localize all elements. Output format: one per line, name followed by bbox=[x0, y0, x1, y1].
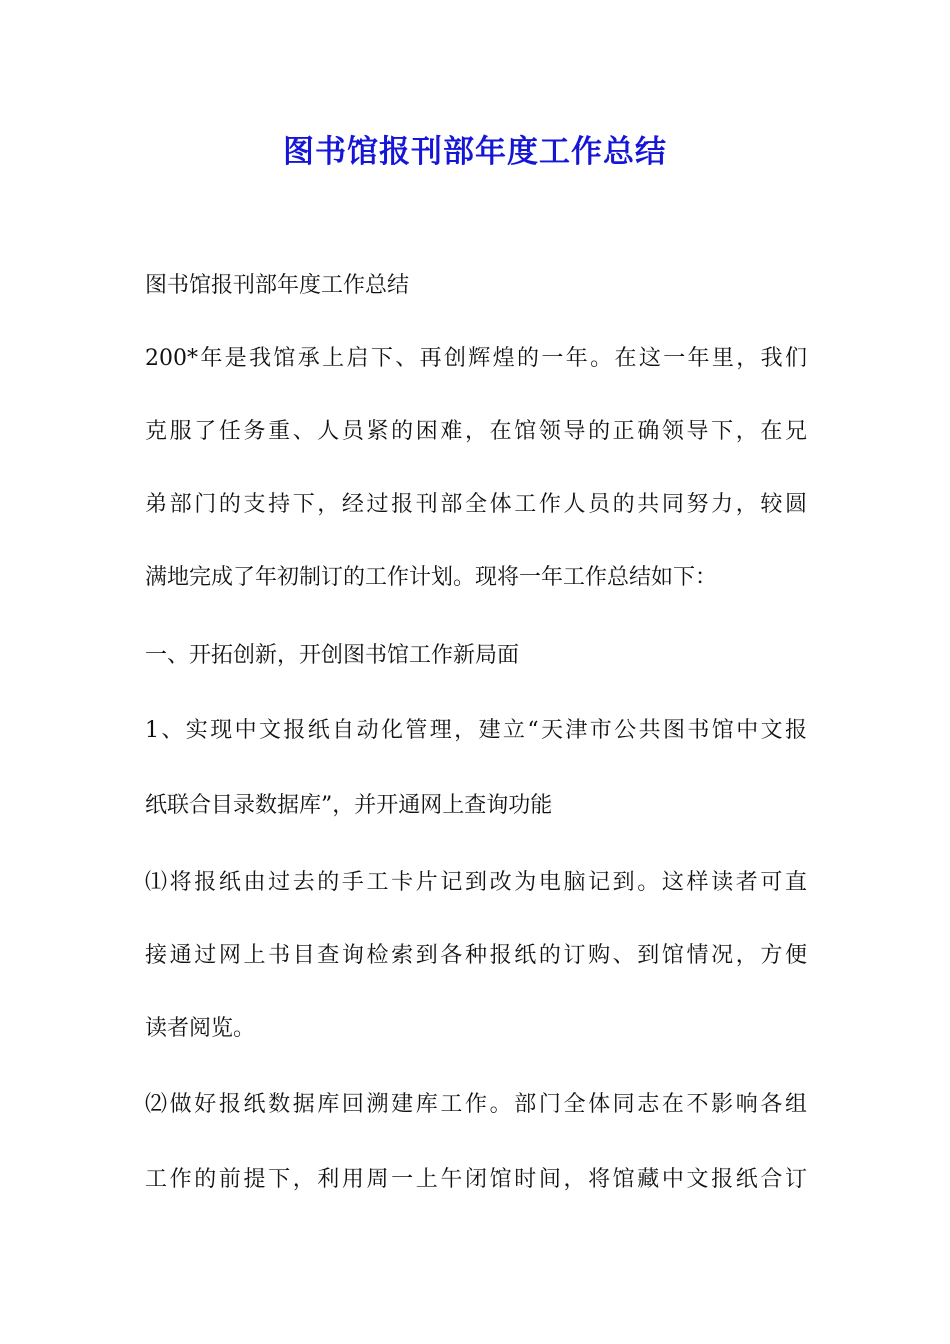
text-line: 接通过网上书目查询检索到各种报纸的订购、到馆情况，方便 bbox=[145, 943, 807, 968]
section-heading: 一、开拓创新，开创图书馆工作新局面 bbox=[145, 643, 520, 668]
text-line: 克服了任务重、人员紧的困难，在馆领导的正确领导下，在兄 bbox=[145, 419, 807, 444]
text-line: ⑵做好报纸数据库回溯建库工作。部门全体同志在不影响各组 bbox=[145, 1092, 807, 1117]
text-line: 1、实现中文报纸自动化管理，建立“天津市公共图书馆中文报 bbox=[145, 718, 807, 743]
text-line: 200*年是我馆承上启下、再创辉煌的一年。在这一年里，我们 bbox=[145, 346, 807, 371]
text-line: 工作的前提下，利用周一上午闭馆时间，将馆藏中文报纸合订 bbox=[145, 1167, 807, 1192]
text-line: 弟部门的支持下，经过报刊部全体工作人员的共同努力，较圆 bbox=[145, 492, 807, 517]
text-line: 读者阅览。 bbox=[145, 1016, 256, 1041]
text-line-subtitle: 图书馆报刊部年度工作总结 bbox=[145, 273, 410, 298]
text-line: 纸联合目录数据库”，并开通网上查询功能 bbox=[145, 793, 553, 818]
text-line: 满地完成了年初制订的工作计划。现将一年工作总结如下： bbox=[145, 565, 718, 590]
text-line: ⑴将报纸由过去的手工卡片记到改为电脑记到。这样读者可直 bbox=[145, 870, 807, 895]
document-title: 图书馆报刊部年度工作总结 bbox=[283, 134, 667, 170]
